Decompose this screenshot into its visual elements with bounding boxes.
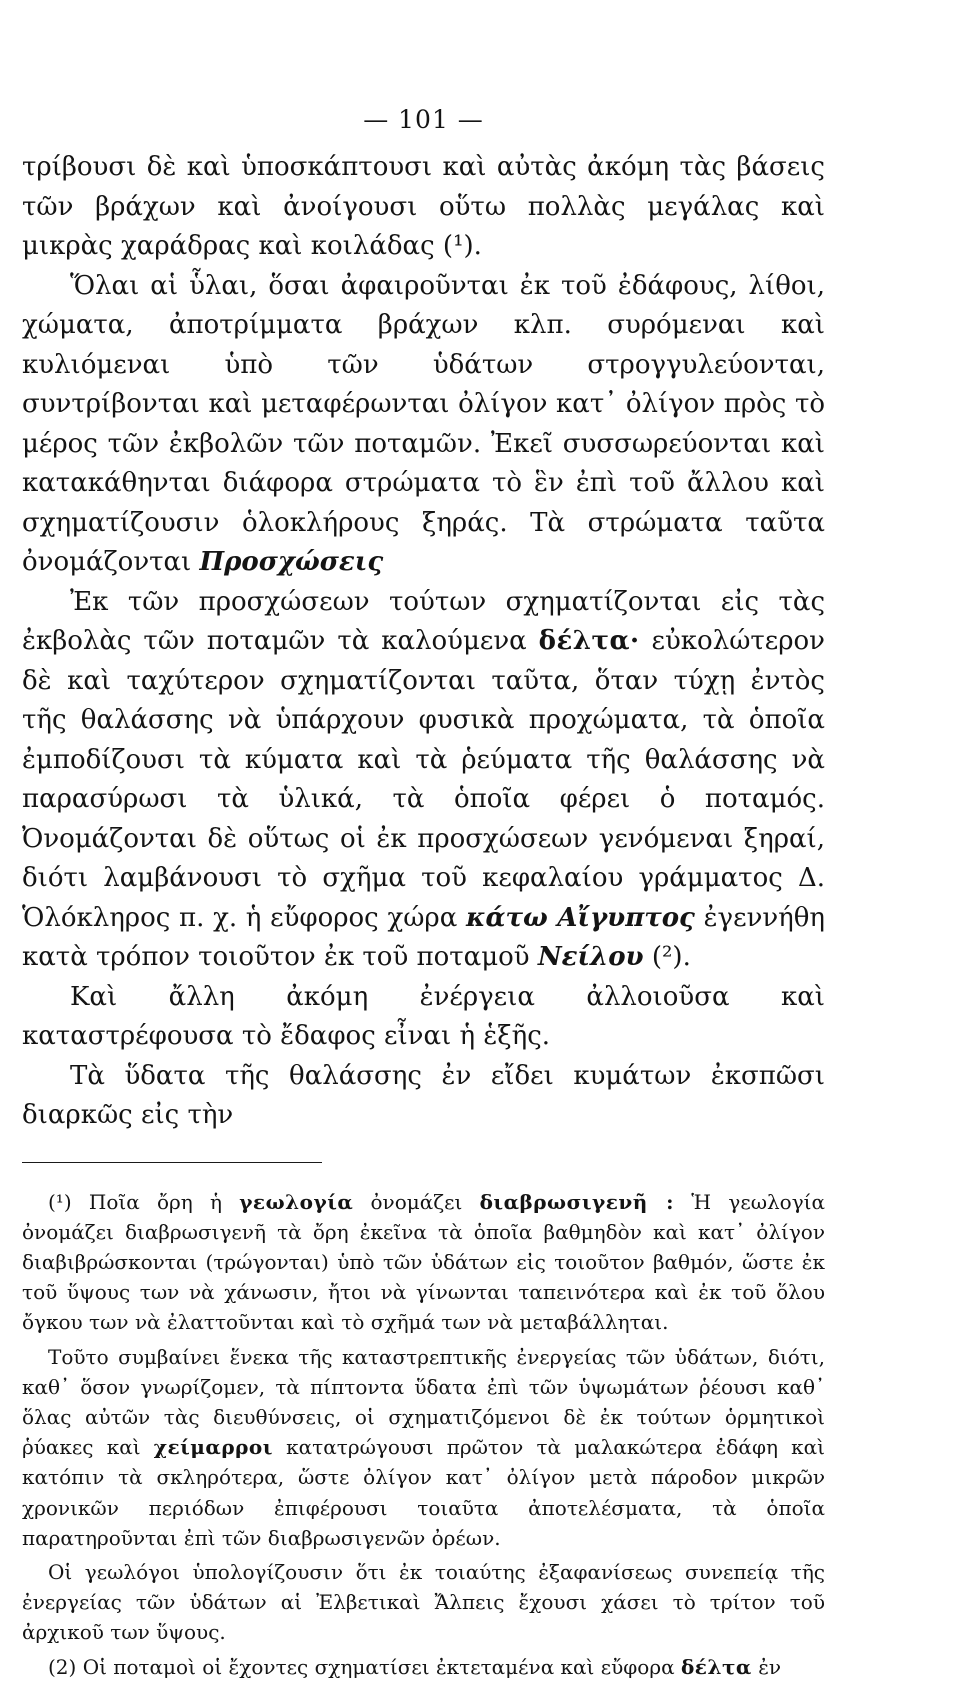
term-kato-aigyptos: κάτω Αἴγυπτος	[465, 902, 695, 933]
term-diavrosigeni: διαβρωσιγενῆ :	[479, 1189, 675, 1214]
footnote-2	[22, 1652, 825, 1682]
paragraph-3-text-c: ἐγεννήθη κατὰ τρόπον τοιοῦτον ἐκ τοῦ ποταμοῦ	[22, 902, 825, 972]
term-geologia: γεωλογία	[239, 1189, 354, 1214]
term-delta: δέλτα·	[538, 626, 640, 656]
paragraph-1: τρίβουσι δὲ καὶ ὑποσκάπτουσι καὶ αὐτὰς ἀκόμη τὰς βάσεις τῶν βράχων καὶ ἀνοίγουσι οὕτω πολλὰς μεγάλας καὶ μικρὰς χαράδρας καὶ κοιλάδας (¹).	[22, 152, 825, 261]
footnote-2-text-a: Οἱ ποταμοὶ οἱ ἔχοντες σχηματίσει ἐκτεταμένα καὶ εὔφορα	[82, 1654, 675, 1679]
footnote-1-mark: (¹)	[48, 1189, 72, 1214]
term-cheimarroi: χείμαρροι	[153, 1435, 273, 1460]
footnotes	[22, 1187, 825, 1682]
paragraph-3-text-a: Ἐκ τῶν προσχώσεων τούτων σχηματίζονται εἰς τὰς ἐκβολὰς τῶν ποταμῶν τὰ καλούμενα	[22, 586, 825, 656]
paragraph-2-text: Ὅλαι αἱ ὗλαι, ὅσαι ἀφαιροῦνται ἐκ τοῦ ἐδάφους, λίθοι, χώματα, ἀποτρίμματα βράχων κλπ. συρόμεναι καὶ κυλιόμεναι ὑπὸ τῶν ὑδάτων στρογγυλεύονται, συντρίβονται καὶ μεταφέρωνται ὀλίγον κατ᾽ ὀλίγον πρὸς τὸ μέρος τῶν ἐκβολῶν τῶν ποταμῶν. Ἐκεῖ συσσωρεύονται καὶ κατακάθηνται διάφορα στρώματα τὸ ἓν ἐπὶ τοῦ ἄλλου καὶ σχηματίζουσιν ὁλοκλήρους ξηράς. Τὰ στρώματα ταῦτα ὀνομάζονται	[22, 270, 825, 577]
footnote-1-text-b: ὀνομάζει	[370, 1189, 463, 1214]
page-number: — 101 —	[363, 105, 484, 134]
paragraph-4: Καὶ ἄλλη ἀκόμη ἐνέργεια ἀλλοιοῦσα καὶ καταστρέφουσα τὸ ἔδαφος εἶναι ἡ ἑξῆς.	[22, 981, 825, 1051]
footnote-1-text-a: Ποῖα ὄρη ἡ	[88, 1189, 222, 1214]
term-neilou: Νείλου	[537, 942, 644, 972]
footnote-1-paragraph-2	[22, 1342, 825, 1553]
paragraph-2	[22, 267, 825, 583]
paragraph-5: Τὰ ὕδατα τῆς θαλάσσης ἐν εἴδει κυμάτων ἐκσπῶσι διαρκῶς εἰς τὴν	[22, 1060, 825, 1130]
main-text	[22, 148, 825, 1136]
term-delta-footnote: δέλτα	[680, 1654, 752, 1679]
footnote-1	[22, 1187, 825, 1338]
footnote-1-p2-text-a: Τοῦτο συμβαίνει ἕνεκα τῆς καταστρεπτικῆς ἐνεργείας τῶν ὑδάτων, διότι, καθ᾽ ὅσον γνωρίζομεν, τὰ πίπτοντα ὕδατα ἐπὶ τῶν ὑψωμάτων ῥέουσι καθ᾽ ὅλας αὐτῶν τὰς διευθύνσεις, οἱ σχηματιζόμενοι δὲ ἐκ τούτων ὁρμητικοὶ ῥύακες καὶ	[22, 1344, 825, 1460]
footnote-ref-2: (²).	[651, 942, 691, 972]
footnote-divider	[22, 1162, 322, 1163]
paragraph-3-text-b: εὐκολώτερον δὲ καὶ ταχύτερον σχηματίζονται ταῦτα, ὅταν τύχῃ ἐντὸς τῆς θαλάσσης νὰ ὑπάρχουν φυσικὰ προχώματα, τὰ ὁποῖα ἐμποδίζουσι τὰ κύματα καὶ τὰ ῥεύματα τῆς θαλάσσης νὰ παρασύρωσι τὰ ὑλικά, τὰ ὁποῖα φέρει ὁ ποταμός. Ὀνομάζονται δὲ οὕτως οἱ ἐκ προσχώσεων γενόμεναι ξηραί, διότι λαμβάνουσι τὸ σχῆμα τοῦ κεφαλαίου γράμματος Δ. Ὁλόκληρος π. χ. ἡ εὔφορος χώρα	[22, 626, 825, 933]
footnote-1-p2-text-b: κατατρώγουσι πρῶτον τὰ μαλακώτερα ἐδάφη καὶ κατόπιν τὰ σκληρότερα, ὥστε ὀλίγον κατ᾽ ὀλίγον μετὰ πάροδον μικρῶν χρονικῶν περιόδων ἐπιφέρουσι τοιαῦτα ἀποτελέσματα, τὰ ὁποῖα παρατηροῦνται ἐπὶ τῶν διαβρωσιγενῶν ὀρέων.	[22, 1435, 825, 1550]
paragraph-3	[22, 583, 825, 978]
footnote-1-paragraph-3: Οἱ γεωλόγοι ὑπολογίζουσιν ὅτι ἐκ τοιαύτης ἐξαφανίσεως συνεπείᾳ τῆς ἐνεργείας τῶν ὑδάτων αἱ Ἐλβετικαὶ Ἄλπεις ἔχουσι χάσει τὸ τρίτον τοῦ ἀρχικοῦ των ὕψους.	[22, 1559, 825, 1645]
footnote-1-text-c: Ἡ γεωλογία ὀνομάζει διαβρωσιγενῆ τὰ ὄρη ἐκεῖνα τὰ ὁποῖα βαθμηδὸν καὶ κατ᾽ ὀλίγον διαβιβρώσκονται (τρώγονται) ὑπὸ τῶν ὑδάτων εἰς τοιοῦτον βαθμόν, ὥστε ἐκ τοῦ ὕψους των νὰ χάνωσιν, ἤτοι νὰ γίνωνται ταπεινότερα καὶ ἐκ τοῦ ὅλου ὄγκου των νὰ ἐλαττοῦνται καὶ τὸ σχῆμά των νὰ μεταβάλληται.	[22, 1189, 826, 1335]
footnote-2-mark: (2)	[48, 1654, 77, 1679]
term-proschoseis: Προσχώσεις	[199, 547, 384, 577]
footnote-2-text-b: ἐν	[758, 1654, 782, 1679]
